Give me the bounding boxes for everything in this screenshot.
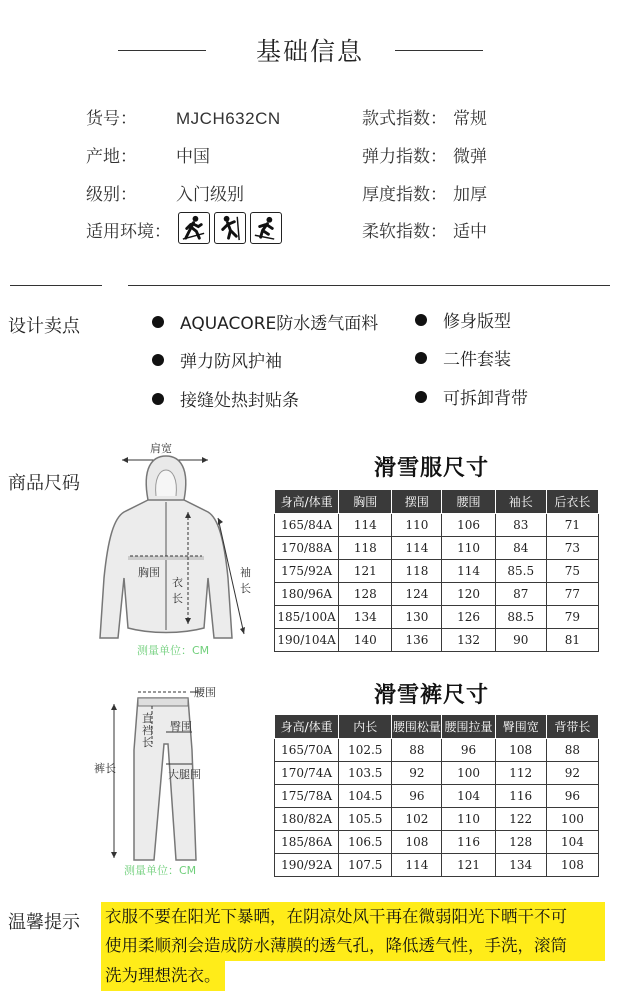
table-cell: 110 [442, 537, 495, 560]
tips-section-title: 温馨提示 [8, 912, 80, 933]
table-cell: 120 [442, 583, 495, 606]
table-cell: 110 [392, 514, 442, 537]
tips-line: 洗为理想洗衣。 [101, 961, 225, 991]
size-section-title: 商品尺码 [8, 473, 80, 494]
table-cell: 92 [546, 762, 598, 785]
table-row [275, 785, 599, 808]
table-cell: 175/78A [275, 785, 339, 808]
feature-item [415, 384, 528, 409]
header-line-right [395, 50, 483, 51]
table-cell: 96 [442, 739, 495, 762]
bullet-icon [152, 354, 164, 366]
column-header: 身高/体重 [275, 715, 339, 739]
table-cell: 175/92A [275, 560, 339, 583]
table-cell: 87 [495, 583, 546, 606]
feature-item [415, 345, 511, 370]
feature-label: 接缝处热封贴条 [180, 391, 299, 411]
table-cell: 71 [546, 514, 598, 537]
feature-label: 二件套装 [443, 350, 511, 370]
info-label-softness: 柔软指数： [362, 222, 447, 242]
table-cell: 104.5 [339, 785, 392, 808]
table-cell: 118 [392, 560, 442, 583]
pants-size-table [274, 714, 599, 877]
table-cell: 165/84A [275, 514, 339, 537]
table-cell: 116 [442, 831, 495, 854]
table-cell: 140 [339, 629, 392, 652]
table-cell: 90 [495, 629, 546, 652]
table-cell: 121 [442, 854, 495, 877]
jacket-figure [90, 438, 270, 658]
table-cell: 100 [442, 762, 495, 785]
length-label-2: 长 [172, 592, 183, 605]
column-header: 袖长 [495, 490, 546, 514]
table-cell: 104 [546, 831, 598, 854]
table-cell: 116 [495, 785, 546, 808]
design-section-title: 设计卖点 [8, 316, 80, 337]
table-cell: 121 [339, 560, 392, 583]
bullet-icon [415, 314, 427, 326]
info-value-origin: 中国 [176, 147, 210, 167]
table-cell: 114 [442, 560, 495, 583]
table-cell: 126 [442, 606, 495, 629]
feature-item [152, 309, 378, 334]
table-cell: 185/100A [275, 606, 339, 629]
table-row [275, 514, 599, 537]
hip-label: 臀围 [170, 720, 192, 733]
pants-unit-note: 测量单位：CM [124, 864, 197, 877]
feature-item [152, 386, 299, 411]
info-value-item-no: MJCH632CN [176, 109, 281, 128]
table-cell: 114 [392, 537, 442, 560]
table-cell: 96 [392, 785, 442, 808]
climbing-icon [214, 212, 246, 244]
bullet-icon [152, 393, 164, 405]
environment-icons [178, 212, 282, 244]
tips-line: 衣服不要在阳光下暴晒，在阴凉处风干再在微弱阳光下晒干不可 [101, 902, 605, 932]
jacket-unit-note: 测量单位：CM [137, 644, 210, 657]
table-cell: 100 [546, 808, 598, 831]
table-cell: 165/70A [275, 739, 339, 762]
page-title: 基础信息 [255, 37, 364, 66]
shoulder-label: 肩宽 [150, 442, 172, 455]
table-cell: 88.5 [495, 606, 546, 629]
column-header: 胸围 [339, 490, 392, 514]
jacket-table-title: 滑雪服尺寸 [374, 456, 490, 481]
thigh-label: 大腿围 [168, 768, 201, 781]
bullet-icon [415, 352, 427, 364]
table-cell: 77 [546, 583, 598, 606]
column-header: 背带长 [546, 715, 598, 739]
table-cell: 130 [392, 606, 442, 629]
table-cell: 108 [495, 739, 546, 762]
table-cell: 180/96A [275, 583, 339, 606]
table-cell: 128 [339, 583, 392, 606]
table-header-row [275, 715, 599, 739]
table-cell: 180/82A [275, 808, 339, 831]
info-value-thickness: 加厚 [453, 185, 487, 205]
length-label: 衣 [172, 576, 183, 589]
table-row [275, 739, 599, 762]
table-cell: 114 [392, 854, 442, 877]
table-cell: 132 [442, 629, 495, 652]
table-cell: 190/104A [275, 629, 339, 652]
table-cell: 134 [495, 854, 546, 877]
table-cell: 103.5 [339, 762, 392, 785]
info-label-level: 级别： [86, 185, 137, 205]
table-cell: 185/86A [275, 831, 339, 854]
feature-label: 修身版型 [443, 312, 511, 332]
table-cell: 136 [392, 629, 442, 652]
table-cell: 83 [495, 514, 546, 537]
feature-item [415, 307, 511, 332]
rise-label: 直 [142, 712, 153, 725]
column-header: 腰围松量 [392, 715, 442, 739]
info-label-thickness: 厚度指数： [362, 185, 447, 205]
table-row [275, 583, 599, 606]
info-label-item-no: 货号： [86, 109, 137, 129]
info-value-elasticity: 微弹 [453, 147, 487, 167]
skiing-icon [250, 212, 282, 244]
info-value-level: 入门级别 [176, 185, 244, 205]
feature-item [152, 347, 282, 372]
table-cell: 190/92A [275, 854, 339, 877]
info-value-softness: 适中 [453, 222, 487, 242]
feature-label: 可拆卸背带 [443, 389, 528, 409]
rise-label-3: 长 [142, 736, 153, 749]
hiking-icon [178, 212, 210, 244]
table-cell: 79 [546, 606, 598, 629]
table-cell: 122 [495, 808, 546, 831]
info-label-style: 款式指数： [362, 109, 447, 129]
bullet-icon [152, 316, 164, 328]
table-row [275, 808, 599, 831]
feature-label: 弹力防风护袖 [180, 352, 282, 372]
table-cell: 118 [339, 537, 392, 560]
info-label-environment: 适用环境： [86, 222, 171, 242]
table-cell: 107.5 [339, 854, 392, 877]
table-cell: 108 [392, 831, 442, 854]
feature-label: AQUACORE防水透气面料 [180, 314, 379, 334]
table-cell: 104 [442, 785, 495, 808]
table-cell: 128 [495, 831, 546, 854]
table-row [275, 831, 599, 854]
jacket-size-table [274, 489, 599, 652]
table-cell: 105.5 [339, 808, 392, 831]
table-cell: 106.5 [339, 831, 392, 854]
table-cell: 84 [495, 537, 546, 560]
pants-length-label: 裤长 [94, 762, 116, 775]
table-row [275, 629, 599, 652]
table-cell: 102.5 [339, 739, 392, 762]
table-cell: 106 [442, 514, 495, 537]
table-header-row [275, 490, 599, 514]
column-header: 内长 [339, 715, 392, 739]
bullet-icon [415, 391, 427, 403]
table-cell: 102 [392, 808, 442, 831]
table-cell: 88 [546, 739, 598, 762]
table-cell: 92 [392, 762, 442, 785]
info-value-style: 常规 [453, 109, 487, 129]
divider-left [10, 285, 102, 286]
table-cell: 73 [546, 537, 598, 560]
table-cell: 108 [546, 854, 598, 877]
table-cell: 85.5 [495, 560, 546, 583]
table-row [275, 560, 599, 583]
column-header: 摆围 [392, 490, 442, 514]
rise-label-2: 裆 [142, 724, 153, 737]
table-row [275, 606, 599, 629]
table-cell: 170/74A [275, 762, 339, 785]
table-cell: 170/88A [275, 537, 339, 560]
table-cell: 110 [442, 808, 495, 831]
tips-line: 使用柔顺剂会造成防水薄膜的透气孔，降低透气性，手洗，滚筒 [101, 931, 605, 961]
table-cell: 96 [546, 785, 598, 808]
column-header: 身高/体重 [275, 490, 339, 514]
column-header: 后衣长 [546, 490, 598, 514]
pants-table-title: 滑雪裤尺寸 [374, 683, 490, 708]
sleeve-label-2: 长 [240, 582, 251, 595]
table-row [275, 762, 599, 785]
table-row [275, 537, 599, 560]
info-label-elasticity: 弹力指数： [362, 147, 447, 167]
sleeve-label: 袖 [240, 566, 251, 579]
info-label-origin: 产地： [86, 147, 137, 167]
column-header: 腰围 [442, 490, 495, 514]
column-header: 臀围宽 [495, 715, 546, 739]
table-cell: 114 [339, 514, 392, 537]
table-row [275, 854, 599, 877]
table-cell: 124 [392, 583, 442, 606]
table-cell: 81 [546, 629, 598, 652]
column-header: 腰围拉量 [442, 715, 495, 739]
table-cell: 88 [392, 739, 442, 762]
pants-figure [94, 680, 224, 880]
table-cell: 134 [339, 606, 392, 629]
divider-right [128, 285, 610, 286]
chest-label: 胸围 [138, 566, 160, 579]
table-cell: 112 [495, 762, 546, 785]
waist-label: 腰围 [194, 686, 216, 699]
table-cell: 75 [546, 560, 598, 583]
